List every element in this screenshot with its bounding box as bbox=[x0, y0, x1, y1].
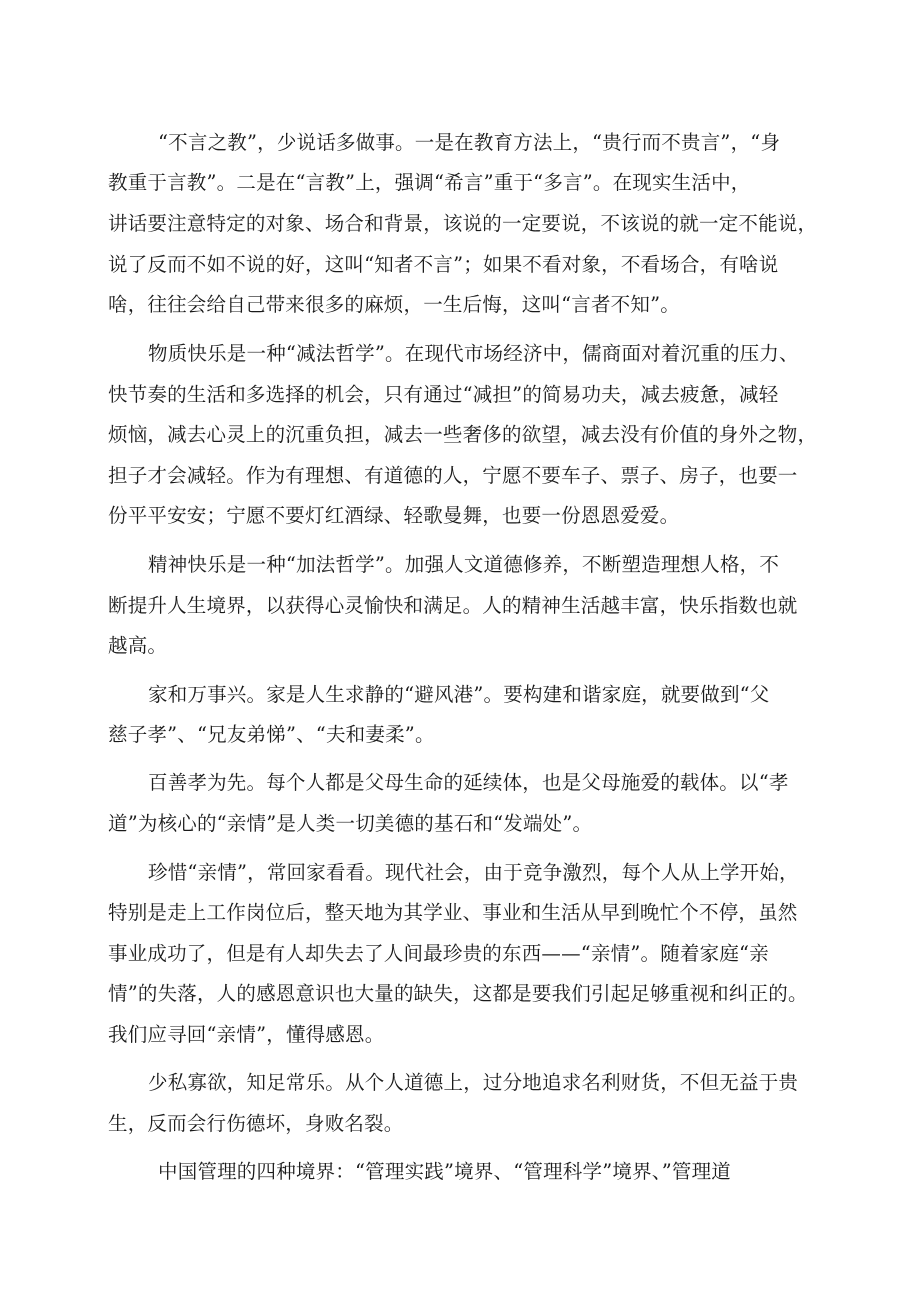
text-line: 百善孝为先。每个人都是父母生命的延续体，也是父母施爱的载体。以“孝 bbox=[148, 771, 789, 794]
text-line: 烦恼，减去心灵上的沉重负担，减去一些奢侈的欲望，减去没有价值的身外之物， bbox=[108, 423, 818, 446]
text-line: 讲话要注意特定的对象、场合和背景，该说的一定要说，不该说的就一定不能说， bbox=[108, 212, 818, 235]
text-line: 断提升人生境界，以获得心灵愉快和满足。人的精神生活越丰富，快乐指数也就 bbox=[108, 594, 798, 617]
text-line: 少私寡欲，知足常乐。从个人道德上，过分地追求名利财货，不但无益于贵 bbox=[148, 1071, 799, 1094]
text-line: 珍惜“亲情”，常回家看看。现代社会，由于竞争激烈，每个人从上学开始， bbox=[148, 861, 799, 884]
text-line: 情”的失落，人的感恩意识也大量的缺失，这都是要我们引起足够重视和纠正的。 bbox=[108, 982, 808, 1005]
text-line: 特别是走上工作岗位后，整天地为其学业、事业和生活从早到晚忙个不停，虽然 bbox=[108, 901, 798, 924]
text-line: 精神快乐是一种“加法哲学”。加强人文道德修养，不断塑造理想人格，不 bbox=[148, 553, 780, 576]
text-line: 我们应寻回“亲情”，懂得感恩。 bbox=[108, 1023, 385, 1046]
text-line: “不言之教”，少说话多做事。一是在教育方法上，“贵行而不贵言”，“身 bbox=[158, 131, 781, 154]
text-line: 份平平安安；宁愿不要灯红酒绿、轻歌曼舞，也要一份恩恩爱爱。 bbox=[108, 504, 680, 527]
text-line: 生，反而会行伤德坏，身败名裂。 bbox=[108, 1112, 404, 1135]
text-line: 慈子孝”、“兄友弟悌”、“夫和妻柔”。 bbox=[108, 723, 435, 746]
text-line: 物质快乐是一种“减法哲学”。在现代市场经济中，儒商面对着沉重的压力、 bbox=[148, 342, 799, 365]
text-line: 事业成功了，但是有人却失去了人间最珍贵的东西——“亲情”。随着家庭“亲 bbox=[108, 942, 769, 965]
text-line: 担子才会减轻。作为有理想、有道德的人，宁愿不要车子、票子、房子，也要一 bbox=[108, 464, 798, 487]
text-line: 道”为核心的“亲情”是人类一切美德的基石和“发端处”。 bbox=[108, 812, 593, 835]
text-line: 快节奏的生活和多选择的机会，只有通过“减担”的简易功夫，减去疲惫，减轻 bbox=[108, 383, 779, 406]
text-line: 说了反而不如不说的好，这叫“知者不言”；如果不看对象，不看场合，有啥说 bbox=[108, 253, 779, 276]
text-line: 啥，往往会给自己带来很多的麻烦，一生后悔，这叫“言者不知”。 bbox=[108, 293, 680, 316]
text-line: 越高。 bbox=[108, 634, 168, 657]
text-line: 教重于言教”。二是在“言教”上，强调“希言”重于“多言”。在现实生活中， bbox=[108, 171, 751, 194]
text-line: 家和万事兴。家是人生求静的“避风港”。要构建和谐家庭，就要做到“父 bbox=[148, 683, 770, 706]
text-line: 中国管理的四种境界：“管理实践”境界、“管理科学”境界、”管理道 bbox=[158, 1160, 731, 1183]
